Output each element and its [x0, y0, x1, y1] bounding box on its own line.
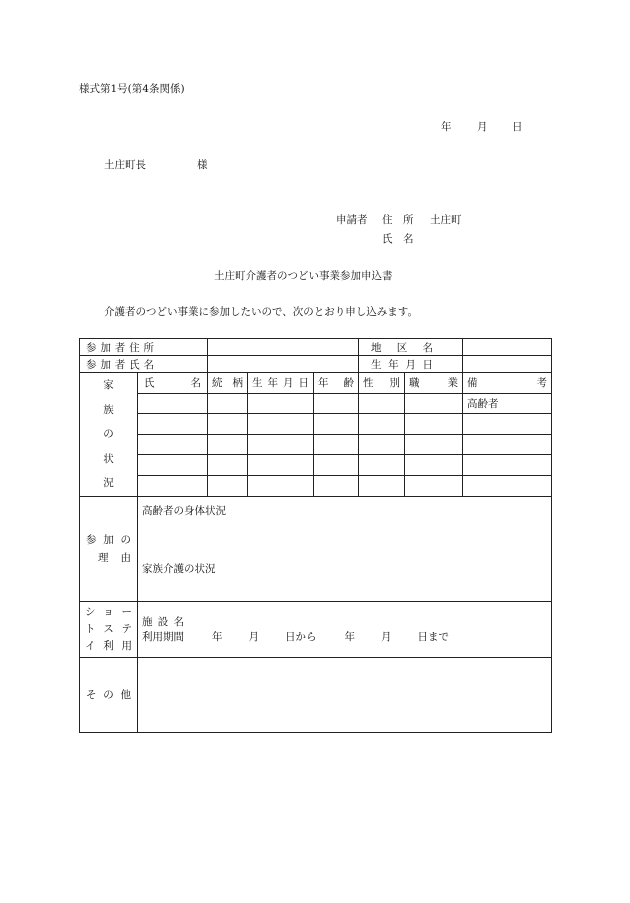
- participant-address-field[interactable]: [208, 339, 359, 356]
- participation-reason-label: 参 加 の 理 由: [80, 496, 138, 601]
- table-row: [80, 414, 552, 435]
- family-cell[interactable]: [248, 414, 314, 435]
- applicant-name-label: 氏 名: [382, 233, 414, 245]
- period-start-month: 月: [248, 631, 259, 643]
- usage-period-label: 利用期間: [142, 631, 184, 643]
- family-header-name: 氏 名: [138, 373, 208, 394]
- family-cell[interactable]: [463, 434, 552, 455]
- family-cell[interactable]: [314, 475, 359, 496]
- short-stay-label: シ ョ ー ト ス テ イ 利 用: [80, 601, 138, 657]
- family-header-relation: 続 柄: [208, 373, 248, 394]
- form-number: 様式第1号(第4条関係): [79, 83, 185, 95]
- family-cell[interactable]: [248, 475, 314, 496]
- family-header-occupation: 職 業: [405, 373, 463, 394]
- other-label: そ の 他: [80, 657, 138, 732]
- district-name-label: 地 区 名: [359, 339, 463, 356]
- family-cell[interactable]: [248, 393, 314, 414]
- family-cell[interactable]: [208, 414, 248, 435]
- participant-name-field[interactable]: [208, 356, 359, 373]
- family-cell[interactable]: [359, 393, 405, 414]
- family-cell[interactable]: [314, 455, 359, 476]
- family-cell[interactable]: [208, 434, 248, 455]
- participant-name-label: 参 加 者 氏 名: [80, 356, 208, 373]
- family-cell[interactable]: [405, 455, 463, 476]
- family-cell[interactable]: [208, 455, 248, 476]
- table-row: [80, 475, 552, 496]
- family-cell[interactable]: [463, 455, 552, 476]
- intro-text: 介護者のつどい事業に参加したいので、次のとおり申し込みます。: [104, 306, 418, 318]
- date-day-label: 日: [512, 121, 523, 133]
- family-header-remarks: 備 考: [463, 373, 552, 394]
- facility-name-label: 施 設 名: [142, 616, 184, 628]
- family-cell[interactable]: [314, 434, 359, 455]
- table-row: [80, 393, 552, 414]
- applicant-address-label: 住 所: [382, 214, 414, 226]
- application-form-table: [79, 338, 552, 733]
- family-header-birth: 生 年 月 日: [248, 373, 314, 394]
- period-start-day: 日から: [285, 631, 317, 643]
- participation-reason-field[interactable]: [138, 496, 552, 601]
- family-cell[interactable]: [359, 455, 405, 476]
- family-cell[interactable]: [405, 414, 463, 435]
- participant-address-label: 参 加 者 住 所: [80, 339, 208, 356]
- family-care-status-label: 家族介護の状況: [142, 562, 216, 575]
- family-cell[interactable]: [138, 455, 208, 476]
- family-cell[interactable]: [359, 414, 405, 435]
- family-cell[interactable]: [138, 475, 208, 496]
- family-cell[interactable]: 高齢者: [463, 393, 552, 414]
- family-header-gender: 性 別: [359, 373, 405, 394]
- family-cell[interactable]: [463, 475, 552, 496]
- addressee-name: 土庄町長: [104, 159, 146, 171]
- birth-date-label: 生 年 月 日: [359, 356, 463, 373]
- family-cell[interactable]: [463, 414, 552, 435]
- date-month-label: 月: [477, 121, 488, 133]
- family-cell[interactable]: [138, 414, 208, 435]
- family-cell[interactable]: [138, 393, 208, 414]
- district-name-field[interactable]: [463, 339, 552, 356]
- family-cell[interactable]: [208, 393, 248, 414]
- family-cell[interactable]: [138, 434, 208, 455]
- family-cell[interactable]: [405, 393, 463, 414]
- elderly-status-label: 高齢者の身体状況: [142, 504, 226, 517]
- family-header-age: 年 齢: [314, 373, 359, 394]
- applicant-address-value: 土庄町: [430, 214, 462, 226]
- family-cell[interactable]: [208, 475, 248, 496]
- other-field[interactable]: [138, 657, 552, 732]
- family-cell[interactable]: [359, 434, 405, 455]
- applicant-role: 申請者: [336, 214, 368, 226]
- family-cell[interactable]: [405, 434, 463, 455]
- table-row: [80, 455, 552, 476]
- family-cell[interactable]: [405, 475, 463, 496]
- family-status-label: 家 族 の 状 況: [80, 373, 138, 497]
- birth-date-field[interactable]: [463, 356, 552, 373]
- family-cell[interactable]: [248, 455, 314, 476]
- addressee-honorific: 様: [197, 159, 208, 171]
- date-year-label: 年: [441, 121, 452, 133]
- family-cell[interactable]: [314, 393, 359, 414]
- family-cell[interactable]: [359, 475, 405, 496]
- document-title: 土庄町介護者のつどい事業参加申込書: [214, 270, 393, 282]
- period-end-day: 日まで: [417, 631, 449, 643]
- period-end-year: 年: [344, 631, 355, 643]
- family-cell[interactable]: [314, 414, 359, 435]
- period-start-year: 年: [212, 631, 223, 643]
- family-cell[interactable]: [248, 434, 314, 455]
- usage-period-row: [142, 629, 547, 644]
- table-row: [80, 434, 552, 455]
- short-stay-field[interactable]: [138, 601, 552, 657]
- period-end-month: 月: [381, 631, 392, 643]
